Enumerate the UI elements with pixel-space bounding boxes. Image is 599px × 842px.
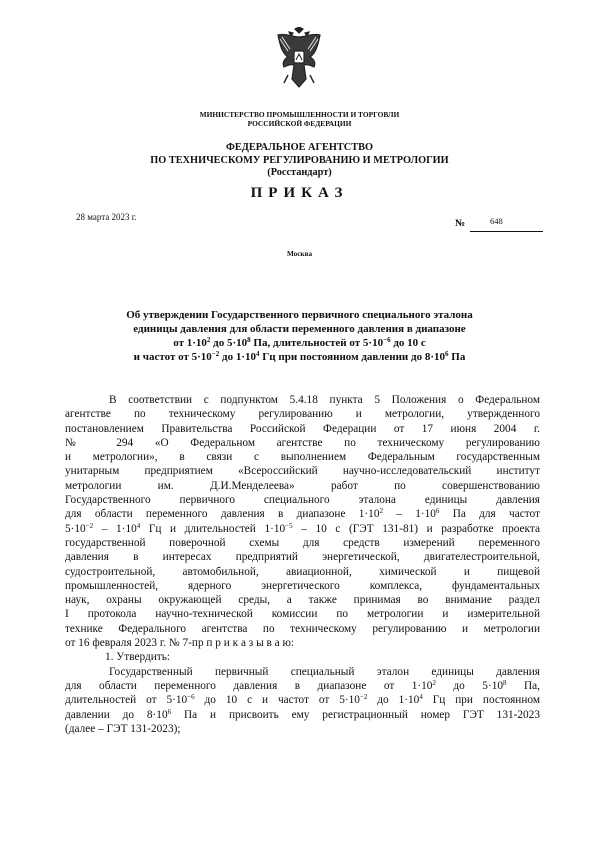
body-line: $5\cdot 10^{-2} - 1\cdot 10^4$ Гц и длительностей $1\cdot 10^{-5} - 10$ с (ГЭТ 131-81) и разработке проекта <box>65 521 540 535</box>
body-line: и метрологии», в связи с выполнением Федеральным государственным <box>65 451 540 464</box>
order-title: ПРИКАЗ <box>250 185 349 201</box>
body-line: агентстве по техническому регулированию и метрологии, утвержденного <box>65 408 540 421</box>
number-sign: № <box>455 218 466 229</box>
ministry-line-2: РОССИЙСКОЙ ФЕДЕРАЦИИ <box>247 119 352 128</box>
body-line: № 294 «О Федеральном агентстве по техническому регулированию <box>65 436 540 449</box>
body-line: постановлением Правительства Российской Федерации от 17 июня 2004 г. <box>65 422 540 435</box>
agency-line-3: (Росстандарт) <box>267 167 332 178</box>
body-line: технике Федерального агентства по техническому регулированию и метрологии <box>65 622 540 635</box>
city: Москва <box>286 250 313 258</box>
order-body <box>65 393 540 736</box>
body-line: наук, охраны окружающей среды, а также принимая во внимание раздел <box>65 594 540 607</box>
subject-line: от $1\cdot 10^2$ до $5\cdot 10^8$ Па, длительностей от $5\cdot 10^{-6}$ до 10 с <box>173 336 426 349</box>
body-line: промышленностей, ядерного энергетического комплекса, фундаментальных <box>65 579 540 592</box>
subject-line: Об утверждении Государственного первичного специального эталона <box>126 309 473 321</box>
body-line: (далее – ГЭТ 131-2023); <box>65 722 181 735</box>
body-line: унитарным предприятием «Всероссийский научно-исследовательский институт <box>65 465 540 478</box>
body-line: государственной поверочной схемы для средств измерений переменного <box>65 536 540 549</box>
ministry-line-1: МИНИСТЕРСТВО ПРОМЫШЛЕННОСТИ И ТОРГОВЛИ <box>199 110 400 119</box>
body-line: длительностей от $5\cdot 10^{-6}$ до 10 с и частот от $5\cdot 10^{-2}$ до $1\cdot 10^4$ Гц при постоянном <box>65 693 540 707</box>
body-line: от 16 февраля 2023 г. № 7-пр п р и к а з ы в а ю: <box>65 637 295 650</box>
order-subject <box>0 308 599 364</box>
order-number: 648 <box>490 216 503 226</box>
body-line: давлении до $8\cdot 10^6$ Па и присвоить ему регистрационный номер ГЭТ 131-2023 <box>65 707 540 721</box>
ministry-name <box>0 110 599 128</box>
coat-of-arms-emblem <box>274 27 324 89</box>
body-line: для области переменного давления в диапазоне от $1\cdot 10^2$ до $5\cdot 10^8$ Па, <box>65 678 540 692</box>
body-line: давления в интересах предприятий энергетической, двигателестроительной, <box>65 551 540 564</box>
subject-line: единицы давления для области переменного давления в диапазоне <box>133 323 466 335</box>
subject-line: и частот от $5\cdot 10^{-2}$ до $1\cdot 10^4$ Гц при постоянном давлении до $8\cdot 10^6$ Па <box>133 350 466 363</box>
body-line: судостроительной, автомобильной, авиационной, химической и пищевой <box>65 565 540 578</box>
item-1-heading: 1. Утвердить: <box>105 651 171 664</box>
agency-line-2: ПО ТЕХНИЧЕСКОМУ РЕГУЛИРОВАНИЮ И МЕТРОЛОГИИ <box>150 154 449 166</box>
agency-name <box>0 142 599 180</box>
agency-line-1: ФЕДЕРАЛЬНОЕ АГЕНТСТВО <box>226 142 373 153</box>
order-date: 28 марта 2023 г. <box>76 212 137 222</box>
number-underline <box>470 219 543 232</box>
body-line: Государственного первичного специального эталона единицы давления <box>65 494 540 507</box>
body-line: метрологии им. Д.И.Менделеева» работ по совершенствованию <box>65 479 540 492</box>
body-line: Государственный первичный специальный эталон единицы давления <box>109 665 540 678</box>
body-line: для области переменного давления в диапазоне $1\cdot 10^2 - 1\cdot 10^6$ Па для частот <box>65 507 540 521</box>
body-line: I протокола научно-технической комиссии по метрологии и измерительной <box>65 608 540 621</box>
body-line: В соответствии с подпунктом 5.4.18 пункта 5 Положения о Федеральном <box>109 394 540 406</box>
